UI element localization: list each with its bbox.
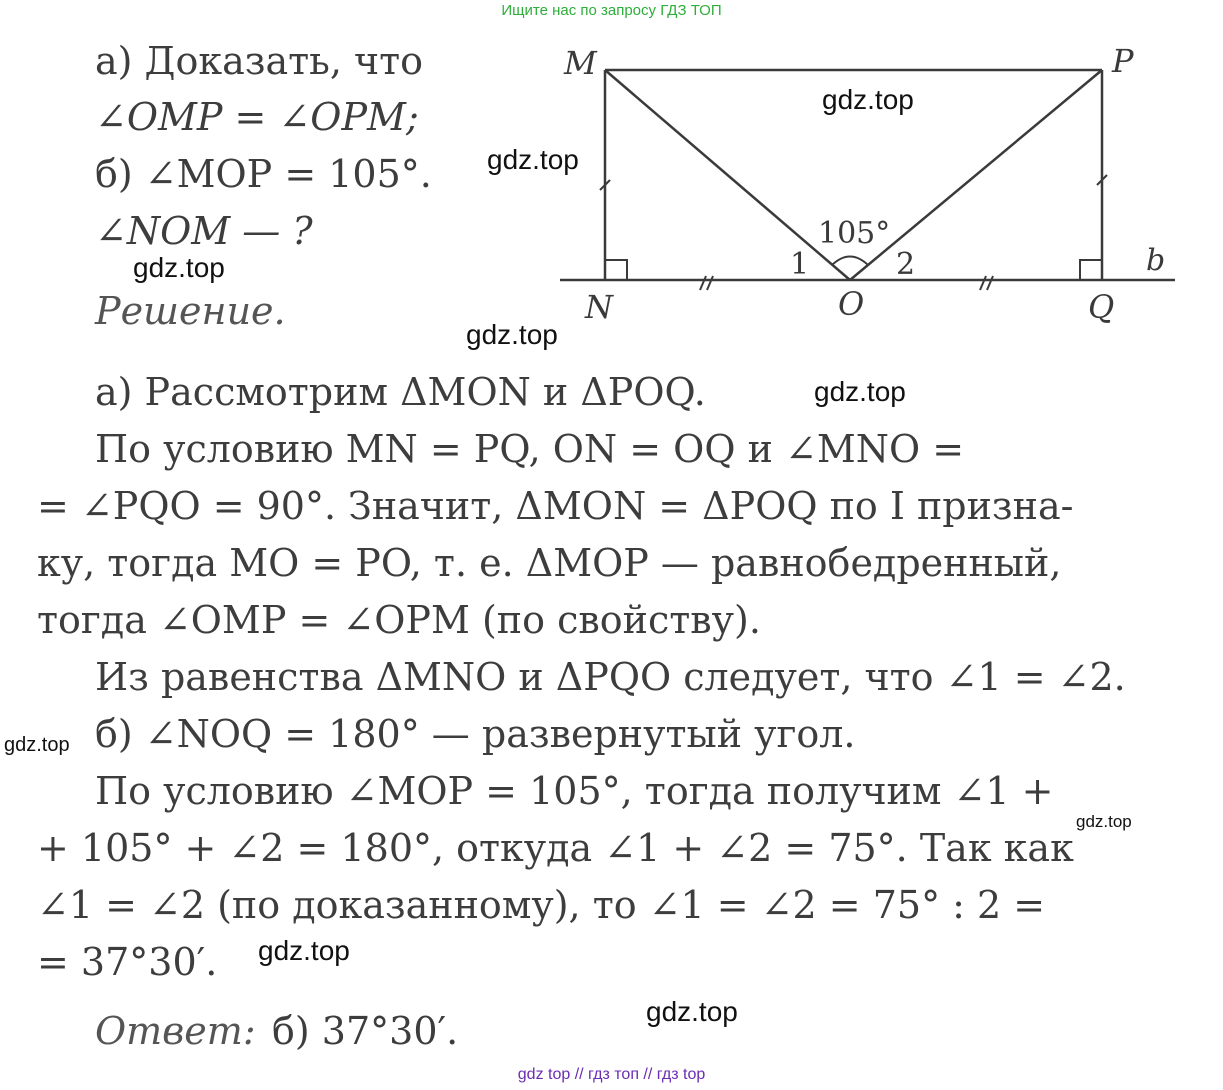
solution-label: Решение.: [95, 289, 286, 333]
solution-line-10: ∠1 = ∠2 (по доказанному), то ∠1 = ∠2 = 75° : 2 =: [37, 883, 1046, 927]
tick-no-1: [700, 276, 706, 290]
task-a-line2: ∠OMP = ∠OPM;: [95, 95, 419, 139]
solution-line-11: = 37°30′.: [37, 940, 218, 984]
label-m: M: [564, 44, 597, 82]
solution-line-6: Из равенства ΔMNO и ΔPQO следует, что ∠1 = ∠2.: [95, 655, 1126, 699]
right-angle-n: [605, 260, 627, 280]
label-angle-105: 105°: [818, 216, 891, 251]
label-line-b: b: [1146, 243, 1166, 278]
watermark-text: gdz.top: [4, 734, 70, 756]
answer-value: б) 37°30′.: [272, 1009, 459, 1053]
right-angle-q: [1080, 260, 1102, 280]
tick-oq-1: [980, 276, 986, 290]
watermark-text: gdz.top: [258, 935, 350, 966]
task-b-line2: ∠NOM — ?: [95, 209, 313, 253]
solution-line-5: тогда ∠OMP = ∠OPM (по свойству).: [37, 598, 761, 642]
watermark-text: gdz.top: [1076, 812, 1132, 831]
top-banner[interactable]: Ищите нас по запросу ГДЗ ТОП: [501, 2, 722, 19]
label-o: O: [838, 285, 865, 323]
watermark-text: gdz.top: [646, 996, 738, 1027]
solution-line-4: ку, тогда MO = PO, т. е. ΔMOP — равнобедренный,: [37, 541, 1062, 585]
solution-line-8: По условию ∠MOP = 105°, тогда получим ∠1 +: [95, 769, 1054, 813]
task-a-line1: а) Доказать, что: [95, 39, 424, 83]
angle-arc: [832, 257, 868, 266]
task-b-line1: б) ∠MOP = 105°.: [95, 152, 432, 196]
tick-no-2: [707, 276, 713, 290]
solution-line-1: а) Рассмотрим ΔMON и ΔPOQ.: [95, 370, 706, 414]
watermark-text: gdz.top: [487, 144, 579, 175]
watermark-text: gdz.top: [814, 376, 906, 407]
segment-mo: [605, 70, 850, 280]
watermark-text: gdz.top: [133, 252, 225, 283]
solution-line-2: По условию MN = PQ, ON = OQ и ∠MNO =: [95, 427, 965, 471]
label-angle-1: 1: [790, 247, 810, 282]
label-q: Q: [1088, 288, 1115, 326]
tick-oq-2: [987, 276, 993, 290]
solution-line-7: б) ∠NOQ = 180° — развернутый угол.: [95, 712, 856, 756]
watermark-text: gdz.top: [822, 84, 914, 115]
label-p: P: [1112, 42, 1134, 80]
label-n: N: [585, 288, 613, 326]
watermark-text: gdz.top: [466, 319, 558, 350]
solution-line-9: + 105° + ∠2 = 180°, откуда ∠1 + ∠2 = 75°. Так как: [37, 826, 1074, 870]
answer-label: Ответ:: [95, 1009, 256, 1053]
solution-line-3: = ∠PQO = 90°. Значит, ΔMON = ΔPOQ по I призна-: [37, 484, 1074, 528]
footer-links[interactable]: gdz top // гдз топ // гдз top: [517, 1066, 706, 1083]
label-angle-2: 2: [896, 247, 916, 282]
